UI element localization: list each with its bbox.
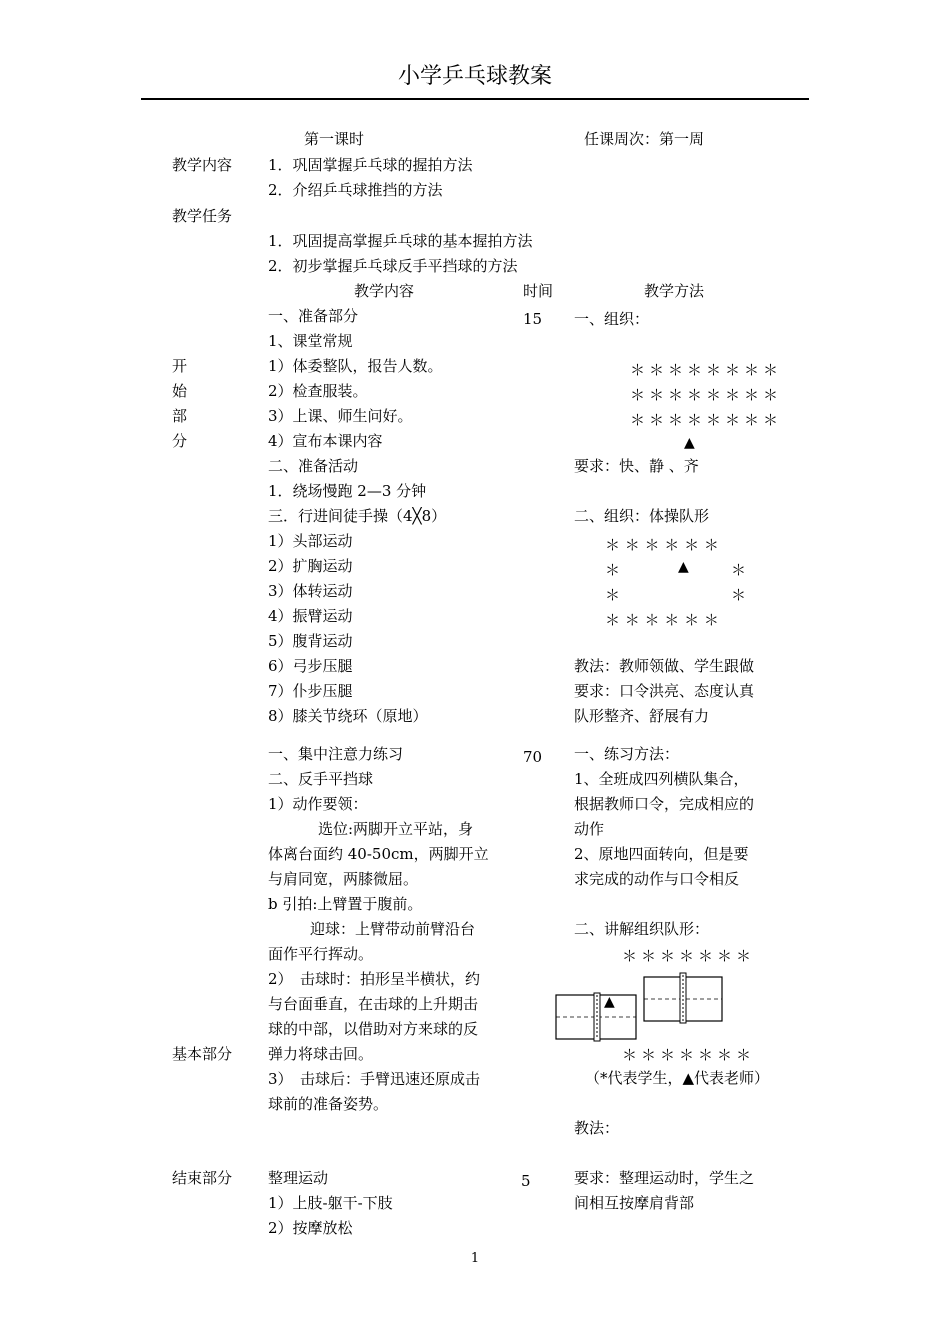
method-line: 教法：教师领做、学生跟做: [574, 657, 755, 675]
content-line: 1）头部运动: [268, 532, 353, 550]
content-line: 迎球：上臂带动前臂沿台: [310, 920, 476, 938]
column-header-method: 教学方法: [644, 282, 705, 300]
method-line: 求完成的动作与口令相反: [574, 870, 740, 888]
column-header-time: 时间: [523, 282, 554, 300]
teacher-icon: ▲: [678, 559, 689, 575]
page-number: 1: [470, 1251, 480, 1266]
content-line: 球的中部，以借助对方来球的反: [268, 1020, 479, 1038]
teacher-icon: ▲: [604, 994, 615, 1010]
student-row: ＊＊＊＊＊＊＊: [622, 1046, 756, 1064]
title-rule: [141, 98, 809, 100]
content-line: 选位:两脚开立平站，身: [318, 820, 474, 838]
section-label-char: 始: [172, 382, 188, 400]
content-line: 球前的准备姿势。: [268, 1095, 389, 1113]
method-line: 一、练习方法：: [574, 745, 680, 763]
teaching-content-item: 2．介绍乒乓球推挡的方法: [268, 181, 443, 199]
content-line: 7）仆步压腿: [268, 682, 353, 700]
content-line: 5）腹背运动: [268, 632, 353, 650]
content-line: 弹力将球击回。: [268, 1045, 374, 1063]
content-line: 二、准备活动: [268, 457, 359, 475]
formation-row: ＊ ＊ ＊ ＊ ＊ ＊: [605, 536, 719, 554]
content-line: 4）振臂运动: [268, 607, 353, 625]
formation-side: ＊: [731, 561, 747, 579]
content-line: 二、反手平挡球: [268, 770, 374, 788]
method-line: 要求：整理运动时，学生之: [574, 1169, 755, 1187]
content-line: 2）检查服装。: [268, 382, 368, 400]
teaching-task-label: 教学任务: [172, 207, 233, 225]
method-line: 要求：快、静 、齐: [574, 457, 699, 475]
content-line: b 引拍:上臂置于腹前。: [268, 895, 423, 913]
end-part-label: 结束部分: [172, 1169, 233, 1187]
content-line: 8）膝关节绕环（原地）: [268, 707, 428, 725]
content-line: 3）上课、师生问好。: [268, 407, 413, 425]
method-label: 教法：: [574, 1119, 620, 1137]
lesson-number: 第一课时: [304, 130, 365, 148]
table-diagram: [552, 965, 732, 1045]
content-line: 2）按摩放松: [268, 1219, 353, 1237]
section-label-char: 部: [172, 407, 188, 425]
method-line: 一、组织：: [574, 310, 650, 328]
method-line: 动作: [574, 820, 605, 838]
diagram-legend: （*代表学生，▲代表老师）: [585, 1069, 770, 1087]
formation-side: ＊: [731, 586, 747, 604]
content-line: 与台面垂直，在击球的上升期击: [268, 995, 479, 1013]
student-row: ＊＊＊＊＊＊＊＊: [630, 361, 783, 379]
content-line: 三．行进间徒手操（4╳8）: [268, 507, 447, 525]
section-label-char: 分: [172, 432, 188, 450]
method-line: 二、组织：体操队形: [574, 507, 710, 525]
content-line: 面作平行挥动。: [268, 945, 374, 963]
method-line: 2、原地四面转向，但是要: [574, 845, 749, 863]
teaching-content-item: 1．巩固掌握乒乓球的握拍方法: [268, 156, 473, 174]
content-line: 与肩同宽，两膝微屈。: [268, 870, 419, 888]
method-line: 间相互按摩肩背部: [574, 1194, 695, 1212]
method-line: 要求：口令洪亮、态度认真: [574, 682, 755, 700]
content-line: 1、课堂常规: [268, 332, 353, 350]
content-line: 2）扩胸运动: [268, 557, 353, 575]
content-line: 2） 击球时：拍形呈半横状，约: [268, 970, 481, 988]
student-row: ＊＊＊＊＊＊＊＊: [630, 411, 783, 429]
content-line: 体离台面约 40-50cm，两脚开立: [268, 845, 489, 863]
content-line: 3）体转运动: [268, 582, 353, 600]
section-label-char: 开: [172, 357, 188, 375]
student-row: ＊＊＊＊＊＊＊: [622, 947, 756, 965]
formation-side: ＊: [605, 586, 621, 604]
formation-row: ＊ ＊ ＊ ＊ ＊ ＊: [605, 611, 719, 629]
content-line: 一、准备部分: [268, 307, 359, 325]
teacher-icon: ▲: [684, 435, 695, 451]
student-row: ＊＊＊＊＊＊＊＊: [630, 386, 783, 404]
method-line: 1、全班成四列横队集合，: [574, 770, 749, 788]
content-line: 1）动作要领：: [268, 795, 368, 813]
teaching-content-label: 教学内容: [172, 156, 233, 174]
end-part-time: 5: [521, 1172, 531, 1190]
content-line: 6）弓步压腿: [268, 657, 353, 675]
basic-part-label: 基本部分: [172, 1045, 233, 1063]
teaching-task-item: 1．巩固提高掌握乒乓球的基本握拍方法: [268, 232, 533, 250]
content-line: 一、集中注意力练习: [268, 745, 404, 763]
page-title: 小学乒乓球教案: [397, 64, 552, 89]
start-part-time: 15: [523, 310, 543, 328]
content-line: 4）宣布本课内容: [268, 432, 383, 450]
basic-part-time: 70: [523, 748, 543, 766]
content-line: 整理运动: [268, 1169, 329, 1187]
content-line: 1）上肢-躯干-下肢: [268, 1194, 393, 1212]
content-line: 3） 击球后：手臂迅速还原成击: [268, 1070, 481, 1088]
method-line: 二、讲解组织队形：: [574, 920, 710, 938]
method-line: 根据教师口令，完成相应的: [574, 795, 755, 813]
formation-side: ＊: [605, 561, 621, 579]
teaching-task-item: 2．初步掌握乒乓球反手平挡球的方法: [268, 257, 518, 275]
content-line: 1）体委整队，报告人数。: [268, 357, 443, 375]
method-line: 队形整齐、舒展有力: [574, 707, 710, 725]
content-line: 1．绕场慢跑 2—3 分钟: [268, 482, 427, 500]
teaching-week: 任课周次：第一周: [584, 130, 705, 148]
column-header-content: 教学内容: [354, 282, 415, 300]
